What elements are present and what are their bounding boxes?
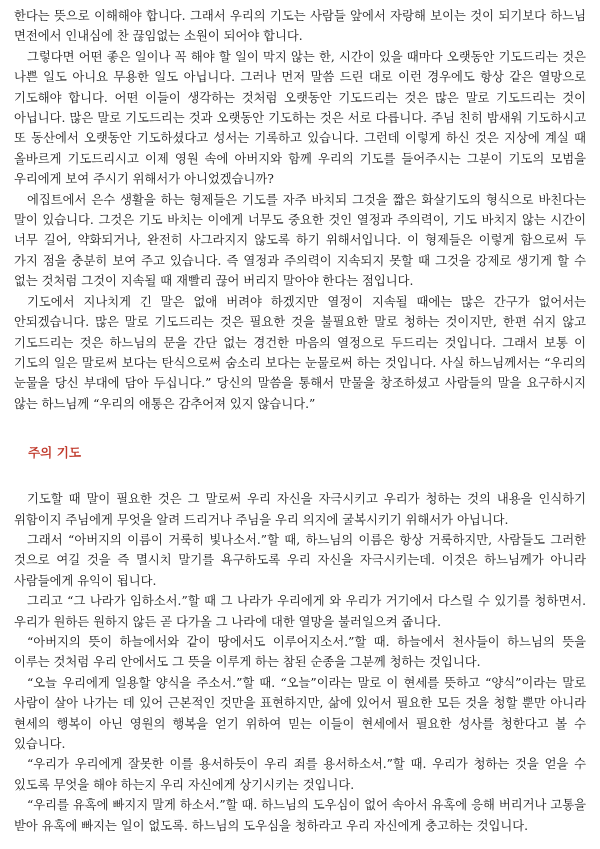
- lords-prayer-section: [14, 489, 586, 836]
- paragraph: 그래서 “아버지의 이름이 거룩히 빛나소서.”할 때, 하느님의 이름은 항상 거룩하지만, 사람들도 그러한 것으로 여길 것을 즉 멸시치 말기를 욕구하도록 우리 자신을 자극시키는데. 이것은 하느님께가 아니라 사람들에게 유익이 됩니다.: [14, 532, 586, 588]
- paragraph: 에집트에서 은수 생활을 하는 형제들은 기도를 자주 바치되 그것을 짧은 화살기도의 형식으로 바친다는 말이 있습니다. 그것은 기도 바치는 이에게 너무도 중요한 것인 열정과 주의력이, 기도 바치지 않는 시간이 너무 길어, 약화되거나, 완전히 사그라지지 않도록 하기 위해서입니다. 이 형제들은 이렇게 함으로써 두 가지 점을 충분히 보여 주고 있습니다. 즉 열정과 주의력이 지속되지 못할 때 그것을 강제로 생기게 할 수 없는 것처럼 그것이 지속될 때 재빨리 끊어 버리지 말아야 한다는 점입니다.: [14, 192, 586, 289]
- paragraph: “아버지의 뜻이 하늘에서와 같이 땅에서도 이루어지소서.”할 때. 하늘에서 천사들이 하느님의 뜻을 이루는 것처럼 우리 안에서도 그 뜻을 이루게 하는 참된 순종을 그분께 청하는 것입니다.: [14, 634, 586, 670]
- section-heading: 주의 기도: [28, 445, 82, 461]
- paragraph: 한다는 뜻으로 이해해야 합니다. 그래서 우리의 기도는 사람들 앞에서 자랑해 보이는 것이 되기보다 하느님 면전에서 인내심에 찬 끊임없는 소원이 되어야 합니다.: [14, 9, 586, 44]
- paragraph: 기도할 때 말이 필요한 것은 그 말로써 우리 자신을 자극시키고 우리가 청하는 것의 내용을 인식하기 위함이지 주님에게 무엇을 알려 드리거나 주님을 우리 의지에 굴복시키기 위해서가 아닙니다.: [14, 492, 586, 527]
- paragraph: 그리고 “그 나라가 임하소서.”할 때 그 나라가 우리에게 와 우리가 거기에서 다스릴 수 있기를 청하면서. 우리가 원하든 원하지 않든 곧 다가올 그 나라에 대한 열망을 불러일으켜 줍니다.: [14, 594, 586, 629]
- paragraph: 그렇다면 어떤 좋은 일이나 꼭 해야 할 일이 막지 않는 한, 시간이 있을 때마다 오랫동안 기도드리는 것은 나쁜 일도 아니요 무용한 일도 아닙니다. 그러나 먼저 말씀 드린 대로 이런 경우에도 항상 같은 열망으로 기도해야 합니다. 어떤 이들이 생각하는 것처럼 오랫동안 기도드리는 것은 많은 말로 기도드리는 것이 아닙니다. 많은 말로 기도드리는 것과 오랫동안 기도하는 것은 서로 다릅니다. 주님 친히 밤새워 기도하시고 또 동산에서 오랫동안 기도하셨다고 성서는 기록하고 있습니다. 그런데 이렇게 하신 것은 지상에 계실 때 올바르게 기도드리시고 이제 영원 속에 아버지와 함께 우리의 기도를 들어주시는 그분이 기도의 모범을 우리에게 보여 주시기 위해서가 아니었겠습니까?: [14, 49, 586, 187]
- paragraph: “우리가 우리에게 잘못한 이를 용서하듯이 우리 죄를 용서하소서.”할 때. 우리가 청하는 것을 얻을 수 있도록 무엇을 해야 하는지 우리 자신에게 상기시키는 것입니다.: [14, 757, 586, 792]
- body-section-continued: [14, 6, 586, 414]
- paragraph: “오늘 우리에게 일용할 양식을 주소서.”할 때. “오늘”이라는 말로 이 현세를 뜻하고 “양식”이라는 말로 사람이 살아 나가는 데 있어 근본적인 것만을 표현하지만, 삶에 있어서 필요한 모든 것을 청할 뿐만 아니라 현세의 행복이 아닌 영원의 행복을 얻기 위하여 믿는 이들이 현세에서 필요한 성사를 청한다고 볼 수 있습니다.: [14, 675, 586, 751]
- paragraph: 기도에서 지나치게 긴 말은 없애 버려야 하겠지만 열정이 지속될 때에는 많은 간구가 없어서는 안되겠습니다. 많은 말로 기도드리는 것은 필요한 것을 불필요한 말로 청하는 것이지만, 한편 쉬지 않고 기도드리는 것은 하느님의 문을 간단 없는 경건한 마음의 열정으로 두드리는 것입니다. 그래서 보통 이 기도의 일은 말로써 보다는 탄식으로써 숨소리 보다는 눈물로써 하는 것입니다. 사실 하느님께서는 “우리의 눈물을 당신 부대에 담아 두십니다.” 당신의 말씀을 통해서 만물을 창조하셨고 사람들의 말을 요구하시지 않는 하느님께 “우리의 애통은 감추어져 있지 않습니다.”: [14, 294, 586, 411]
- paragraph: “우리를 유혹에 빠지지 말게 하소서.”할 때. 하느님의 도우심이 없어 속아서 유혹에 응해 버리거나 고통을 받아 유혹에 빠지는 일이 없도록. 하느님의 도우심을 청하라고 우리 자신에게 충고하는 것입니다.: [14, 798, 586, 833]
